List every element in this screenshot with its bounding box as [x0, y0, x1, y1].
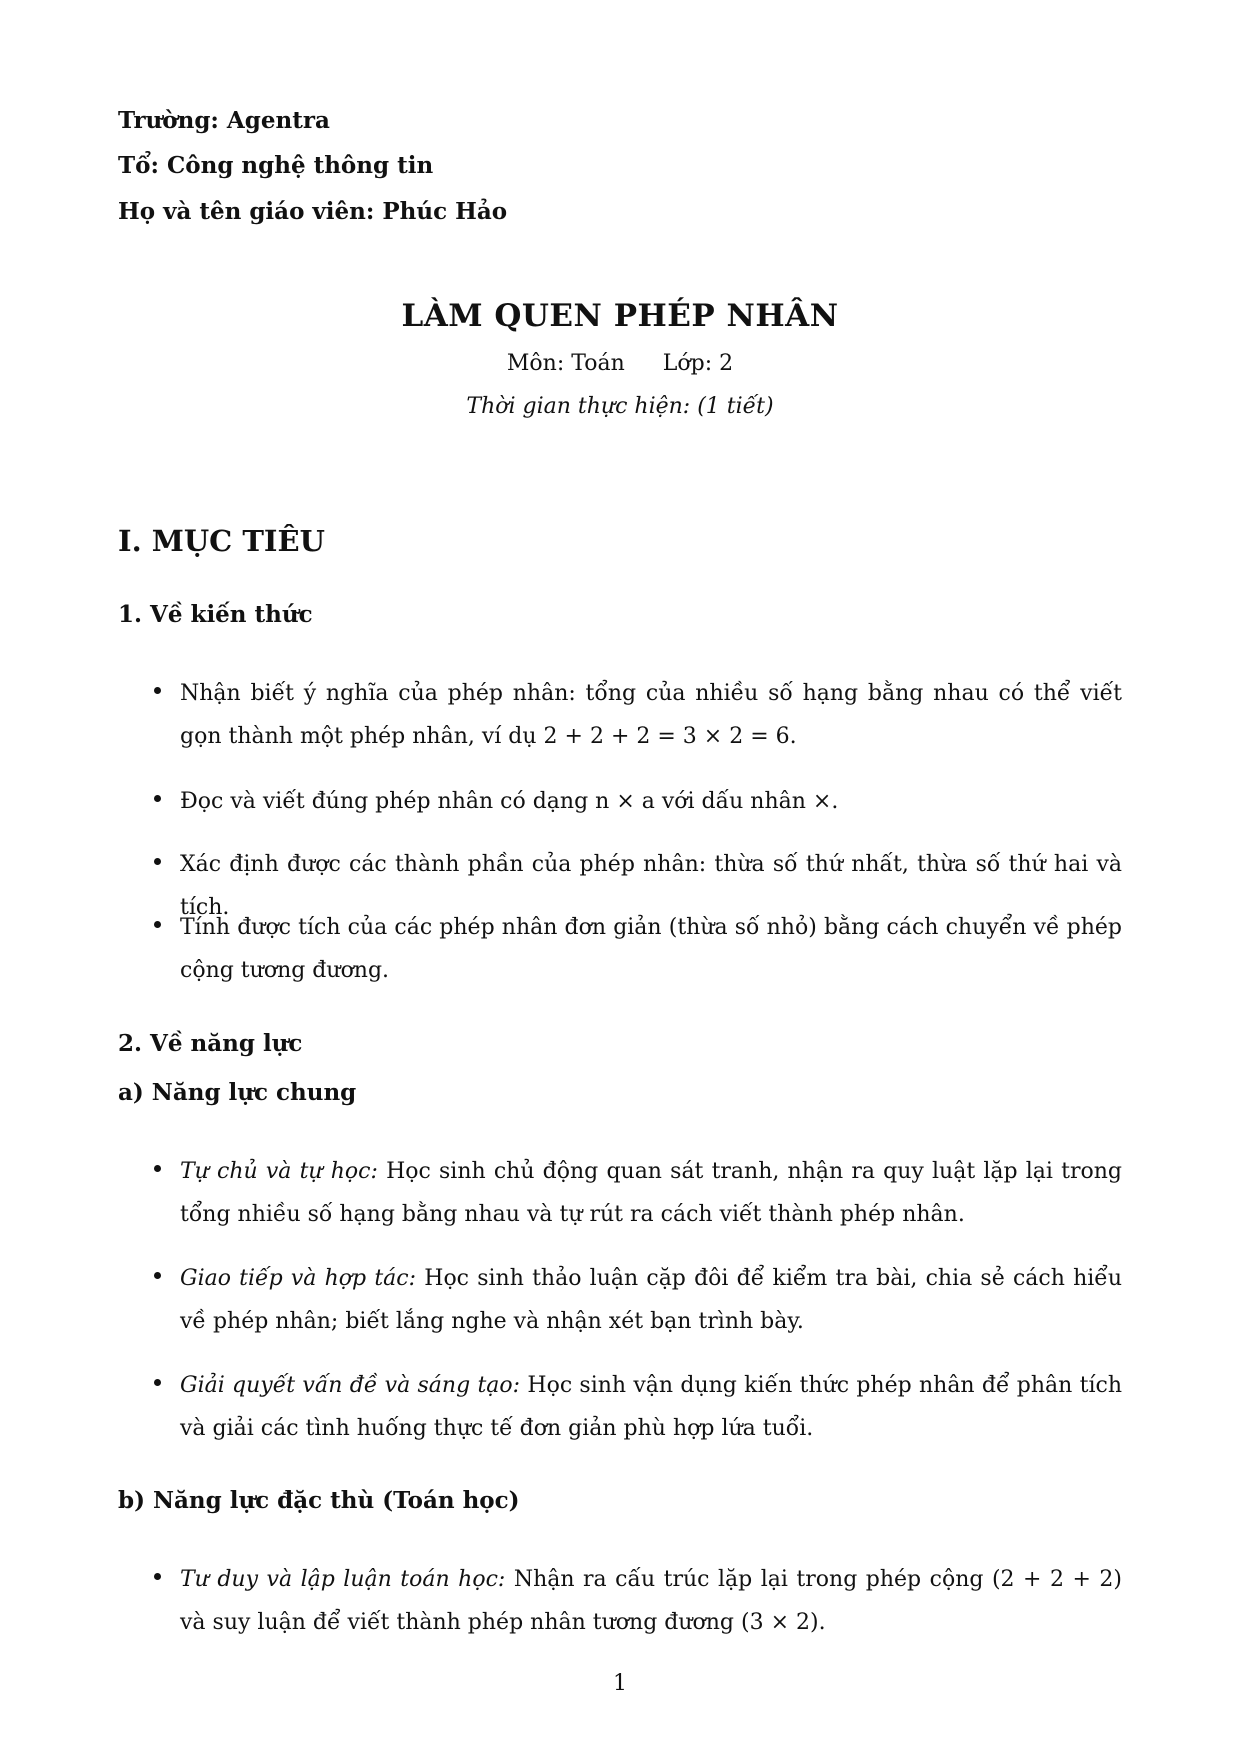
list-item-body: Học sinh chủ động quan sát tranh, nhận ra quy luật lặp lại trong tổng nhiều số hạng bằng nhau và tự rút ra cách viết thành phép nhân. [180, 1159, 1122, 1227]
list-item-term: Giải quyết vấn đề và sáng tạo: [180, 1373, 521, 1398]
bullet-dot [154, 1272, 161, 1279]
subject-grade-line [0, 349, 1240, 379]
subheading-specific-competence: b) Năng lực đặc thù (Toán học) [118, 1487, 520, 1514]
grade-label: Lớp: 2 [662, 351, 734, 376]
subheading-knowledge: 1. Về kiến thức [118, 601, 313, 628]
list-item-text: Nhận biết ý nghĩa của phép nhân: tổng của nhiều số hạng bằng nhau có thể viết gọn thành một phép nhân, ví dụ 2 + 2 + 2 = 3 × 2 = 6. [180, 681, 1122, 749]
subheading-general-competence: a) Năng lực chung [118, 1079, 357, 1106]
list-item-term: Tự chủ và tự học: [180, 1159, 378, 1184]
page-number: 1 [613, 1671, 627, 1696]
list-item-body: Học sinh thảo luận cặp đôi để kiểm tra bài, chia sẻ cách hiểu về phép nhân; biết lắng nghe và nhận xét bạn trình bày. [180, 1266, 1123, 1334]
list-item-term: Giao tiếp và hợp tác: [180, 1266, 417, 1291]
bullet-dot [154, 687, 161, 694]
list-item-body: Nhận ra cấu trúc lặp lại trong phép cộng (2 + 2 + 2) và suy luận để viết thành phép nhân tương đương (3 × 2). [180, 1567, 1122, 1635]
list-item [150, 906, 1122, 992]
list-item-text: Đọc và viết đúng phép nhân có dạng n × a với dấu nhân ×. [180, 789, 839, 814]
teacher-line: Họ và tên giáo viên: Phúc Hảo [118, 198, 508, 225]
bullet-dot [154, 1165, 161, 1172]
list-item [150, 1257, 1122, 1343]
bullet-dot [154, 1379, 161, 1386]
duration-line: Thời gian thực hiện: (1 tiết) [466, 394, 774, 419]
list-item-text: Tính được tích của các phép nhân đơn giản (thừa số nhỏ) bằng cách chuyển về phép cộng tương đương. [180, 915, 1122, 983]
page-title: LÀM QUEN PHÉP NHÂN [401, 298, 839, 334]
list-item-text [180, 1364, 1122, 1450]
list-item [150, 1558, 1122, 1644]
list-item [150, 1364, 1122, 1450]
school-line: Trường: Agentra [118, 107, 330, 134]
subject-label: Môn: Toán [506, 351, 625, 376]
bullet-dot [154, 921, 161, 928]
list-item [150, 780, 1122, 823]
group-line: Tổ: Công nghệ thông tin [118, 152, 434, 179]
bullet-dot [154, 1573, 161, 1580]
list-item-text: Xác định được các thành phần của phép nhân: thừa số thứ nhất, thừa số thứ hai và tích. [180, 852, 1122, 920]
bullet-dot [154, 795, 161, 802]
list-item-text [180, 1558, 1122, 1644]
list-item-term: Tư duy và lập luận toán học: [180, 1567, 506, 1592]
bullet-dot [154, 858, 161, 865]
list-item-text [180, 1257, 1122, 1343]
section-heading-objectives: I. MỤC TIÊU [118, 524, 325, 558]
list-item-text [180, 1150, 1122, 1236]
list-item-body: Học sinh vận dụng kiến thức phép nhân để phân tích và giải các tình huống thực tế đơn giản phù hợp lứa tuổi. [180, 1373, 1122, 1441]
list-item [150, 672, 1122, 758]
list-item [150, 1150, 1122, 1236]
subheading-competence: 2. Về năng lực [118, 1030, 303, 1057]
